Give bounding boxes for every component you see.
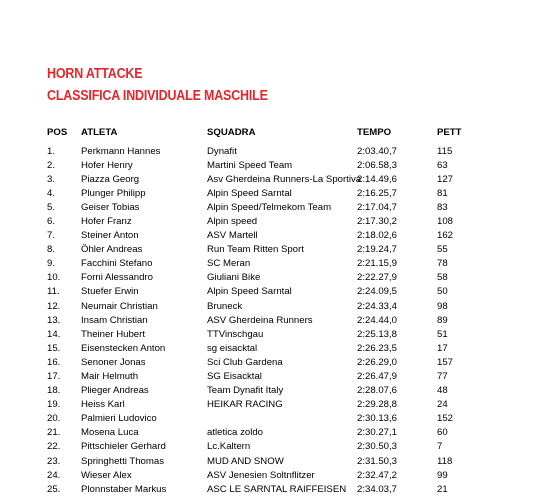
table-row: [0, 328, 534, 342]
cell-tempo: 2:17.04,7: [357, 201, 398, 213]
cell-squadra: Bruneck: [207, 300, 243, 312]
cell-tempo: 2:30.27,1: [357, 427, 398, 439]
table-row: [0, 342, 534, 356]
cell-pett: 77: [437, 371, 448, 382]
cell-pett: 127: [437, 173, 454, 185]
cell-atleta: Heiss Karl: [81, 399, 125, 411]
cell-atleta: Mosena Luca: [81, 427, 139, 439]
cell-atleta: Theiner Hubert: [81, 328, 145, 340]
cell-atleta: Pittschieler Gerhard: [81, 441, 166, 453]
cell-atleta: Wieser Alex: [81, 469, 132, 481]
cell-pett: 152: [437, 413, 454, 425]
table-row: [0, 300, 534, 314]
cell-squadra: SC Meran: [207, 258, 251, 270]
cell-squadra: Alpin Speed Sarntal: [207, 187, 292, 199]
cell-squadra: atletica zoldo: [207, 427, 263, 439]
header-pett: PETT: [437, 127, 462, 138]
header-pos: POS: [47, 127, 68, 138]
cell-pett: 21: [437, 483, 448, 495]
table-row: [0, 398, 534, 412]
cell-atleta: Öhler Andreas: [81, 244, 143, 256]
cell-tempo: 2:18.02,6: [357, 230, 398, 242]
table-row: [0, 285, 534, 299]
cell-squadra: MUD AND SNOW: [207, 455, 284, 467]
cell-pett: 162: [437, 230, 454, 242]
cell-tempo: 2:31.50,3: [357, 455, 398, 467]
cell-pos: 22.: [47, 441, 61, 453]
cell-tempo: 2:17.30,2: [357, 215, 398, 227]
cell-tempo: 2:24.33,4: [357, 300, 398, 312]
cell-tempo: 2:30.50,3: [357, 441, 398, 453]
cell-pett: 58: [437, 272, 448, 284]
cell-pett: 118: [437, 455, 453, 467]
cell-tempo: 2:29.28,8: [357, 399, 398, 411]
cell-squadra: HEIKAR RACING: [207, 399, 283, 411]
cell-atleta: Steiner Anton: [81, 230, 139, 242]
cell-pett: 55: [437, 244, 448, 256]
cell-atleta: Neumair Christian: [81, 300, 158, 312]
header-tempo: TEMPO: [357, 127, 392, 138]
cell-atleta: Plonnstaber Markus: [81, 483, 167, 495]
cell-pett: 81: [437, 187, 448, 199]
cell-tempo: 2:22.27,9: [357, 272, 398, 284]
cell-pos: 21.: [47, 427, 61, 439]
cell-pett: 78: [437, 258, 448, 270]
cell-atleta: Forni Alessandro: [81, 272, 153, 284]
cell-pett: 48: [437, 385, 448, 397]
cell-pos: 14.: [47, 328, 61, 340]
cell-pos: 17.: [47, 371, 61, 382]
cell-atleta: Palmieri Ludovico: [81, 413, 157, 425]
table-row: [0, 469, 534, 483]
table-row: [0, 159, 534, 173]
event-title: HORN ATTACKE: [47, 66, 143, 82]
cell-atleta: Senoner Jonas: [81, 356, 146, 368]
table-row: [0, 384, 534, 398]
cell-pett: 108: [437, 215, 454, 227]
cell-pett: 24: [437, 399, 448, 411]
cell-pos: 12.: [47, 300, 61, 312]
cell-atleta: Insam Christian: [81, 314, 148, 326]
header-squadra: SQUADRA: [207, 127, 256, 138]
cell-pos: 18.: [47, 385, 61, 397]
table-row: [0, 257, 534, 271]
cell-pos: 20.: [47, 413, 61, 425]
cell-squadra: Martini Speed Team: [207, 159, 293, 171]
cell-pos: 19.: [47, 399, 61, 411]
cell-atleta: Stuefer Erwin: [81, 286, 139, 298]
cell-tempo: 2:03.40,7: [357, 145, 398, 157]
cell-pos: 7.: [47, 230, 56, 242]
table-row: [0, 426, 534, 440]
cell-tempo: 2:34.03,7: [357, 483, 398, 495]
cell-pos: 23.: [47, 455, 61, 467]
cell-atleta: Plunger Philipp: [81, 187, 146, 199]
cell-pos: 5.: [47, 201, 56, 213]
table-row: [0, 215, 534, 229]
cell-atleta: Geiser Tobias: [81, 201, 140, 213]
table-body: [0, 145, 534, 497]
cell-tempo: 2:26.23,5: [357, 342, 398, 354]
table-row: [0, 455, 534, 469]
cell-pos: 15.: [47, 342, 61, 354]
cell-tempo: 2:16.25,7: [357, 187, 398, 199]
cell-pett: 17: [437, 342, 448, 354]
cell-pos: 16.: [47, 356, 61, 368]
table-row: [0, 243, 534, 257]
cell-pos: 11.: [47, 286, 60, 298]
cell-pett: 51: [437, 328, 448, 340]
cell-tempo: 2:25.13,8: [357, 328, 398, 340]
table-row: [0, 201, 534, 215]
cell-pett: 115: [437, 145, 453, 157]
cell-pett: 157: [437, 356, 454, 368]
cell-atleta: Piazza Georg: [81, 173, 140, 185]
cell-tempo: 2:32.47,2: [357, 469, 398, 481]
cell-squadra: Dynafit: [207, 145, 237, 157]
cell-tempo: 2:30.13,6: [357, 413, 398, 425]
cell-pos: 2.: [47, 159, 56, 171]
cell-squadra: SG Eisacktal: [207, 371, 262, 382]
cell-pett: 60: [437, 427, 448, 439]
results-table: [0, 126, 534, 497]
cell-pos: 10.: [47, 272, 61, 284]
cell-pos: 8.: [47, 244, 56, 256]
cell-pos: 6.: [47, 215, 56, 227]
cell-squadra: Lc.Kaltern: [207, 441, 251, 453]
cell-atleta: Perkmann Hannes: [81, 145, 161, 157]
cell-squadra: ASV Jenesien Soltnflitzer: [207, 469, 315, 481]
cell-pos: 25.: [47, 483, 61, 495]
cell-squadra: ASV Gherdeina Runners: [207, 314, 313, 326]
table-row: [0, 173, 534, 187]
table-header-row: [0, 126, 534, 140]
cell-tempo: 2:14.49,6: [357, 173, 398, 185]
cell-tempo: 2:26.47,9: [357, 371, 398, 382]
cell-pos: 4.: [47, 187, 56, 199]
cell-atleta: Facchini Stefano: [81, 258, 153, 270]
table-row: [0, 229, 534, 243]
cell-squadra: Alpin speed: [207, 215, 258, 227]
table-row: [0, 271, 534, 285]
cell-atleta: Eisenstecken Anton: [81, 342, 166, 354]
cell-pett: 98: [437, 300, 448, 312]
header-atleta: ATLETA: [81, 127, 118, 138]
cell-pett: 83: [437, 201, 448, 213]
cell-pos: 9.: [47, 258, 56, 270]
table-row: [0, 370, 534, 384]
cell-squadra: ASC LE SARNTAL RAIFFEISEN: [207, 483, 347, 495]
cell-pett: 7: [437, 441, 443, 453]
table-row: [0, 483, 534, 497]
cell-atleta: Hofer Franz: [81, 215, 132, 227]
cell-tempo: 2:28.07,6: [357, 385, 398, 397]
cell-pos: 1.: [47, 145, 56, 157]
cell-atleta: Mair Helmuth: [81, 371, 139, 382]
cell-pett: 99: [437, 469, 448, 481]
ranking-title: CLASSIFICA INDIVIDUALE MASCHILE: [47, 88, 268, 104]
cell-tempo: 2:26.29,0: [357, 356, 398, 368]
cell-tempo: 2:19.24,7: [357, 244, 398, 256]
cell-pett: 89: [437, 314, 448, 326]
cell-squadra: Sci Club Gardena: [207, 356, 283, 368]
cell-squadra: Alpin Speed/Telmekom Team: [207, 201, 332, 213]
cell-atleta: Hofer Henry: [81, 159, 133, 171]
cell-pos: 3.: [47, 173, 56, 185]
table-row: [0, 440, 534, 454]
cell-squadra: Alpin Speed Sarntal: [207, 286, 292, 298]
cell-pett: 63: [437, 159, 448, 171]
table-row: [0, 412, 534, 426]
cell-squadra: sg eisacktal: [207, 342, 258, 354]
cell-squadra: Run Team Ritten Sport: [207, 244, 304, 256]
cell-squadra: TTVinschgau: [207, 328, 264, 340]
table-row: [0, 314, 534, 328]
cell-squadra: Giuliani Bike: [207, 272, 261, 284]
cell-tempo: 2:21.15,9: [357, 258, 398, 270]
cell-tempo: 2:06.58,3: [357, 159, 398, 171]
cell-pos: 13.: [47, 314, 61, 326]
cell-atleta: Springhetti Thomas: [81, 455, 165, 467]
table-row: [0, 187, 534, 201]
cell-squadra: ASV Martell: [207, 230, 258, 242]
cell-atleta: Plieger Andreas: [81, 385, 149, 397]
table-row: [0, 145, 534, 159]
cell-squadra: Asv Gherdeina Runners-La Sportiva: [207, 173, 362, 185]
cell-pett: 50: [437, 286, 448, 298]
table-row: [0, 356, 534, 370]
cell-tempo: 2:24.44,0: [357, 314, 398, 326]
cell-tempo: 2:24.09,5: [357, 286, 398, 298]
cell-pos: 24.: [47, 469, 61, 481]
cell-squadra: Team Dynafit Italy: [207, 385, 284, 397]
